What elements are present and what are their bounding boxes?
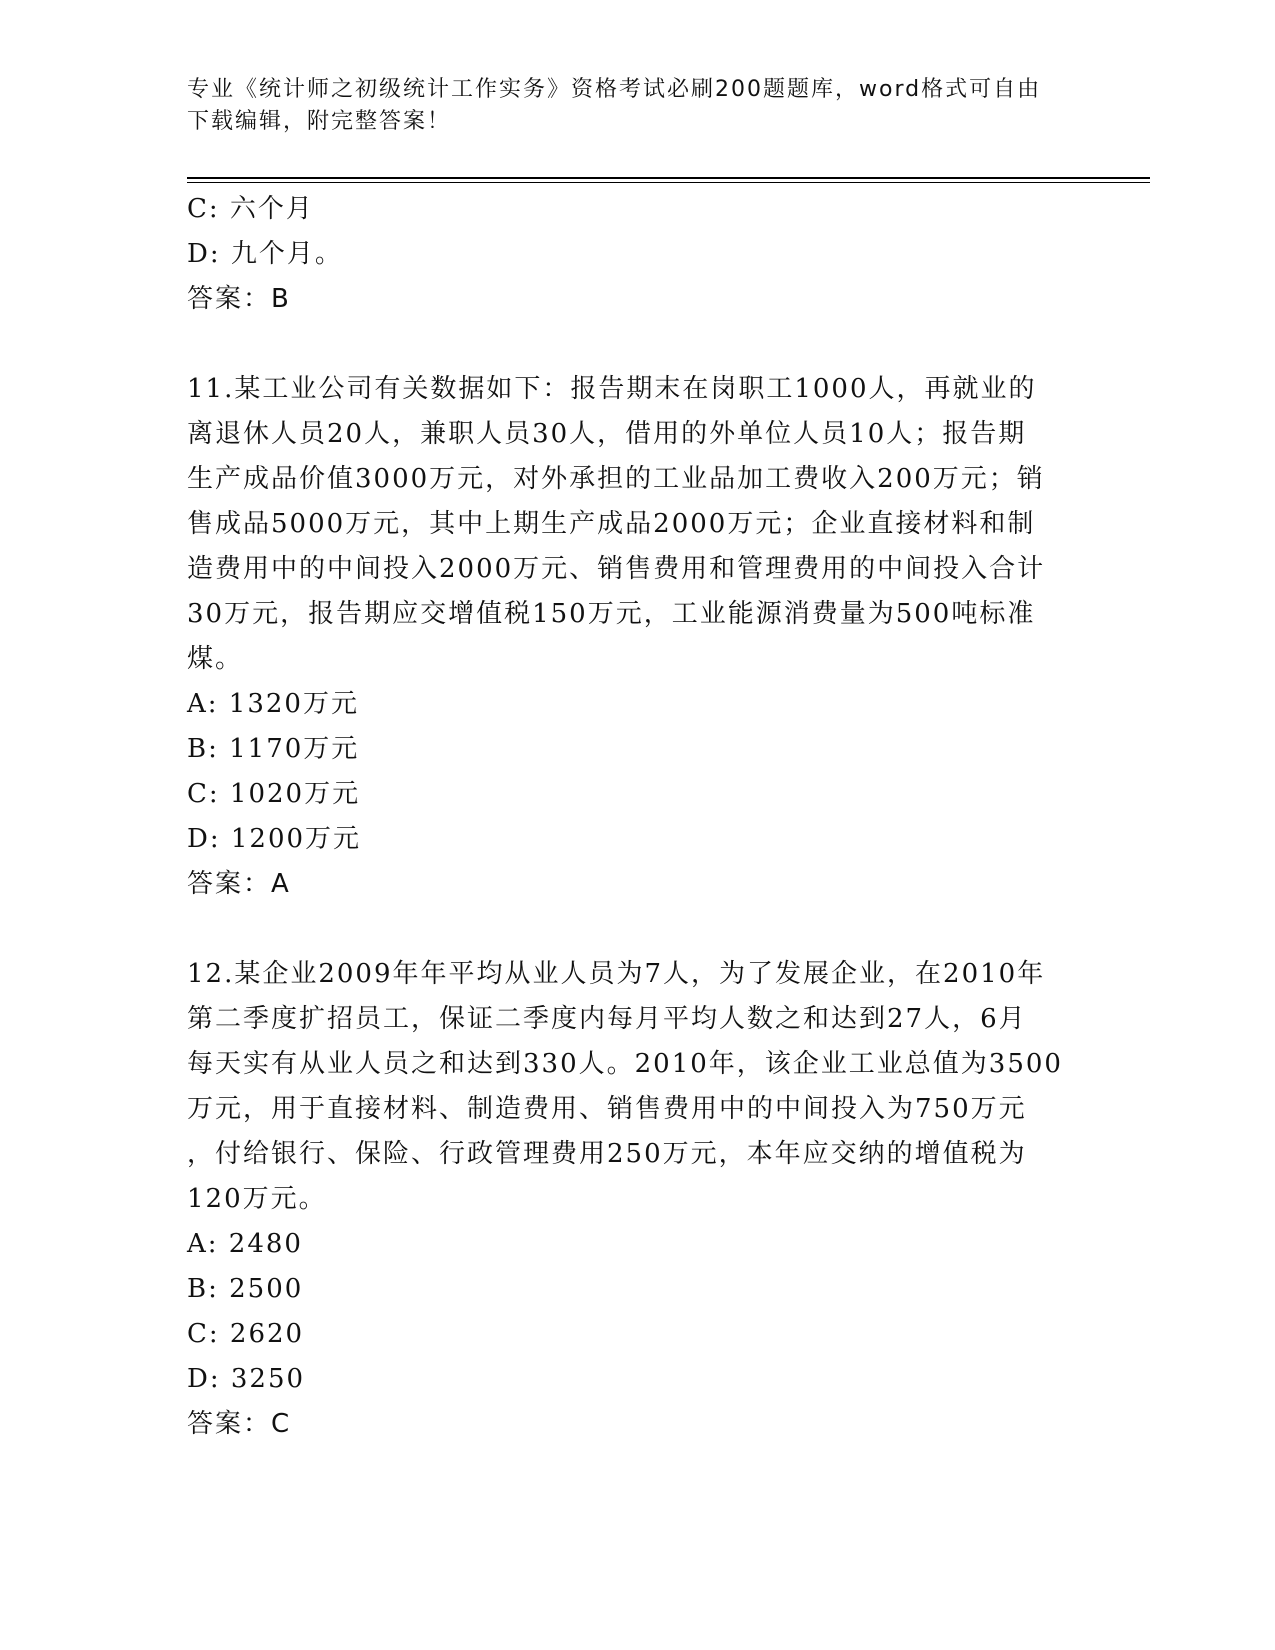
option-c: C: 2620 <box>187 1319 305 1349</box>
option-d: D: 3250 <box>187 1364 306 1394</box>
option-b: B: 2500 <box>187 1274 304 1304</box>
question-text-line: 11.某工业公司有关数据如下：报告期末在岗职工1000人，再就业的 <box>187 374 1037 404</box>
header-line-2: 下载编辑，附完整答案！ <box>187 109 452 134</box>
question-11 <box>187 367 1072 907</box>
spacer <box>187 907 1072 952</box>
question-text-line: 生产成品价值3000万元，对外承担的工业品加工费收入200万元；销 <box>187 464 1045 494</box>
document-body <box>187 187 1072 1447</box>
question-text-line: 造费用中的中间投入2000万元、销售费用和管理费用的中间投入合计 <box>187 554 1046 584</box>
document-header <box>187 74 1067 138</box>
option-a: A: 1320万元 <box>187 689 359 719</box>
option-d: D: 九个月。 <box>187 239 343 269</box>
option-c: C: 六个月 <box>187 194 314 224</box>
option-b: B: 1170万元 <box>187 734 360 764</box>
header-divider-thick <box>187 177 1150 179</box>
answer-line: 答案：C <box>187 1409 292 1439</box>
spacer <box>187 322 1072 367</box>
question-text-line: 每天实有从业人员之和达到330人。2010年，该企业工业总值为3500 <box>187 1049 1063 1079</box>
option-d: D: 1200万元 <box>187 824 362 854</box>
option-a: A: 2480 <box>187 1229 303 1259</box>
question-text-line: 第二季度扩招员工，保证二季度内每月平均人数之和达到27人，6月 <box>187 1004 1027 1034</box>
question-text-line: 30万元，报告期应交增值税150万元，工业能源消费量为500吨标准 <box>187 599 1036 629</box>
option-c: C: 1020万元 <box>187 779 361 809</box>
answer-line: 答案：B <box>187 284 291 314</box>
question-text-line: 售成品5000万元，其中上期生产成品2000万元；企业直接材料和制 <box>187 509 1036 539</box>
question-12 <box>187 952 1072 1447</box>
question-text-line: 120万元。 <box>187 1184 327 1214</box>
question-text-line: 离退休人员20人，兼职人员30人，借用的外单位人员10人；报告期 <box>187 419 1027 449</box>
header-line-1: 专业《统计师之初级统计工作实务》资格考试必刷200题题库，word格式可自由 <box>187 77 1042 102</box>
header-divider-thin <box>187 182 1150 183</box>
question-text-line: 煤。 <box>187 644 244 674</box>
answer-line: 答案：A <box>187 869 291 899</box>
question-text-line: ，付给银行、保险、行政管理费用250万元，本年应交纳的增值税为 <box>187 1139 1027 1169</box>
question-text-line: 万元，用于直接材料、制造费用、销售费用中的中间投入为750万元 <box>187 1094 1027 1124</box>
previous-question-tail <box>187 187 1072 322</box>
question-text-line: 12.某企业2009年年平均从业人员为7人，为了发展企业，在2010年 <box>187 959 1046 989</box>
